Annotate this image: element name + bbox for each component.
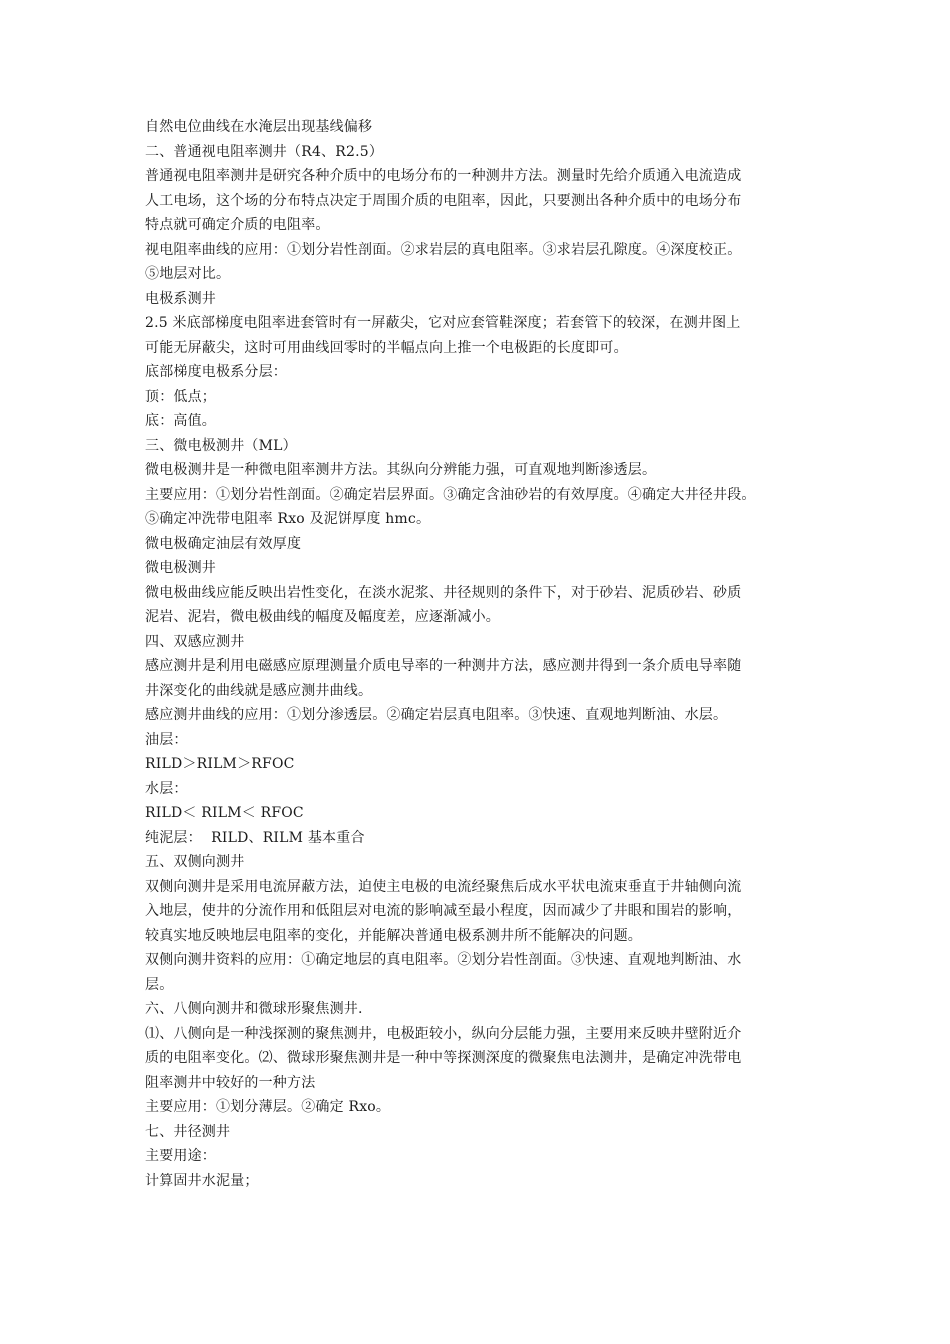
text-line: 层。 [145, 976, 174, 993]
section-heading: 二、普通视电阻率测井（R4、R2.5） [145, 143, 384, 160]
subheading: 微电极测井 [145, 560, 216, 576]
text-line: 底：高值。 [145, 413, 216, 429]
section-heading: 三、微电极测井（ML） [145, 437, 297, 454]
text-line: 纯泥层： RILD、RILM 基本重合 [145, 829, 365, 846]
text-line: 人工电场，这个场的分布特点决定于周围介质的电阻率，因此，只要测出各种介质中的电场分布 [145, 192, 742, 209]
subheading: 电极系测井 [145, 290, 216, 307]
text-line: 较真实地反映地层电阻率的变化，并能解决普通电极系测井所不能解决的问题。 [145, 927, 642, 944]
section-heading: 四、双感应测井 [145, 633, 245, 650]
text-line: 水层： [145, 780, 188, 797]
text-line: ⑤地层对比。 [145, 266, 231, 282]
text-line: 入地层，使井的分流作用和低阻层对电流的影响减至最小程度，因而减少了井眼和围岩的影响， [145, 903, 742, 919]
text-line: 主要用途： [145, 1148, 216, 1164]
text-line: 特点就可确定介质的电阻率。 [145, 217, 330, 233]
text-line: 井深变化的曲线就是感应测井曲线。 [145, 682, 373, 699]
text-line: ⑤确定冲洗带电阻率 Rxo 及泥饼厚度 hmc。 [145, 511, 431, 527]
section-heading: 六、八侧向测井和微球形聚焦测井. [145, 1001, 363, 1017]
text-line: 底部梯度电极系分层： [145, 364, 287, 380]
text-line: 2.5 米底部梯度电阻率进套管时有一屏蔽尖，它对应套管鞋深度；若套管下的较深，在测井图上 [145, 315, 741, 331]
text-line: 感应测井曲线的应用：①划分渗透层。②确定岩层真电阻率。③快速、直观地判断油、水层。 [145, 707, 728, 723]
text-line: 微电极曲线应能反映出岩性变化，在淡水泥浆、井径规则的条件下，对于砂岩、泥质砂岩、砂质 [145, 584, 742, 601]
text-line: 微电极测井是一种微电阻率测井方法。其纵向分辨能力强，可直观地判断渗透层。 [145, 462, 657, 478]
document-page [145, 115, 815, 1193]
text-line: 阻率测井中较好的一种方法 [145, 1074, 316, 1091]
text-line: 普通视电阻率测井是研究各种介质中的电场分布的一种测井方法。测量时先给介质通入电流造成 [145, 168, 742, 184]
text-line: 泥岩、泥岩，微电极曲线的幅度及幅度差，应逐渐减小。 [145, 609, 500, 625]
text-line: 双侧向测井是采用电流屏蔽方法，迫使主电极的电流经聚焦后成水平状电流束垂直于井轴侧向流 [145, 878, 742, 895]
text-line: 计算固井水泥量； [145, 1172, 259, 1189]
formula-line: RILD＞RILM＞RFOC [145, 756, 295, 772]
text-line: 主要应用：①划分岩性剖面。②确定岩层界面。③确定含油砂岩的有效厚度。④确定大井径井段。 [145, 486, 756, 503]
subheading: 微电极确定油层有效厚度 [145, 535, 302, 552]
text-line: 自然电位曲线在水淹层出现基线偏移 [145, 119, 373, 135]
text-line: ⑴、八侧向是一种浅探测的聚焦测井，电极距较小，纵向分层能力强，主要用来反映井壁附近介 [145, 1025, 742, 1042]
text-line: 感应测井是利用电磁感应原理测量介质电导率的一种测井方法，感应测井得到一条介质电导率随 [145, 658, 742, 674]
text-line: 双侧向测井资料的应用：①确定地层的真电阻率。②划分岩性剖面。③快速、直观地判断油、水 [145, 952, 742, 968]
section-heading: 七、井径测井 [145, 1123, 231, 1140]
formula-line: RILD＜ RILM＜ RFOC [145, 805, 304, 821]
text-line: 主要应用：①划分薄层。②确定 Rxo。 [145, 1099, 391, 1115]
text-line: 视电阻率曲线的应用：①划分岩性剖面。②求岩层的真电阻率。③求岩层孔隙度。④深度校正。 [145, 241, 742, 258]
text-line: 顶：低点； [145, 388, 216, 405]
section-heading: 五、双侧向测井 [145, 854, 245, 870]
text-line: 油层： [145, 731, 188, 748]
text-line: 可能无屏蔽尖，这时可用曲线回零时的半幅点向上推一个电极距的长度即可。 [145, 339, 628, 356]
text-line: 质的电阻率变化。⑵、微球形聚焦测井是一种中等探测深度的微聚焦电法测井，是确定冲洗带电 [145, 1050, 742, 1066]
